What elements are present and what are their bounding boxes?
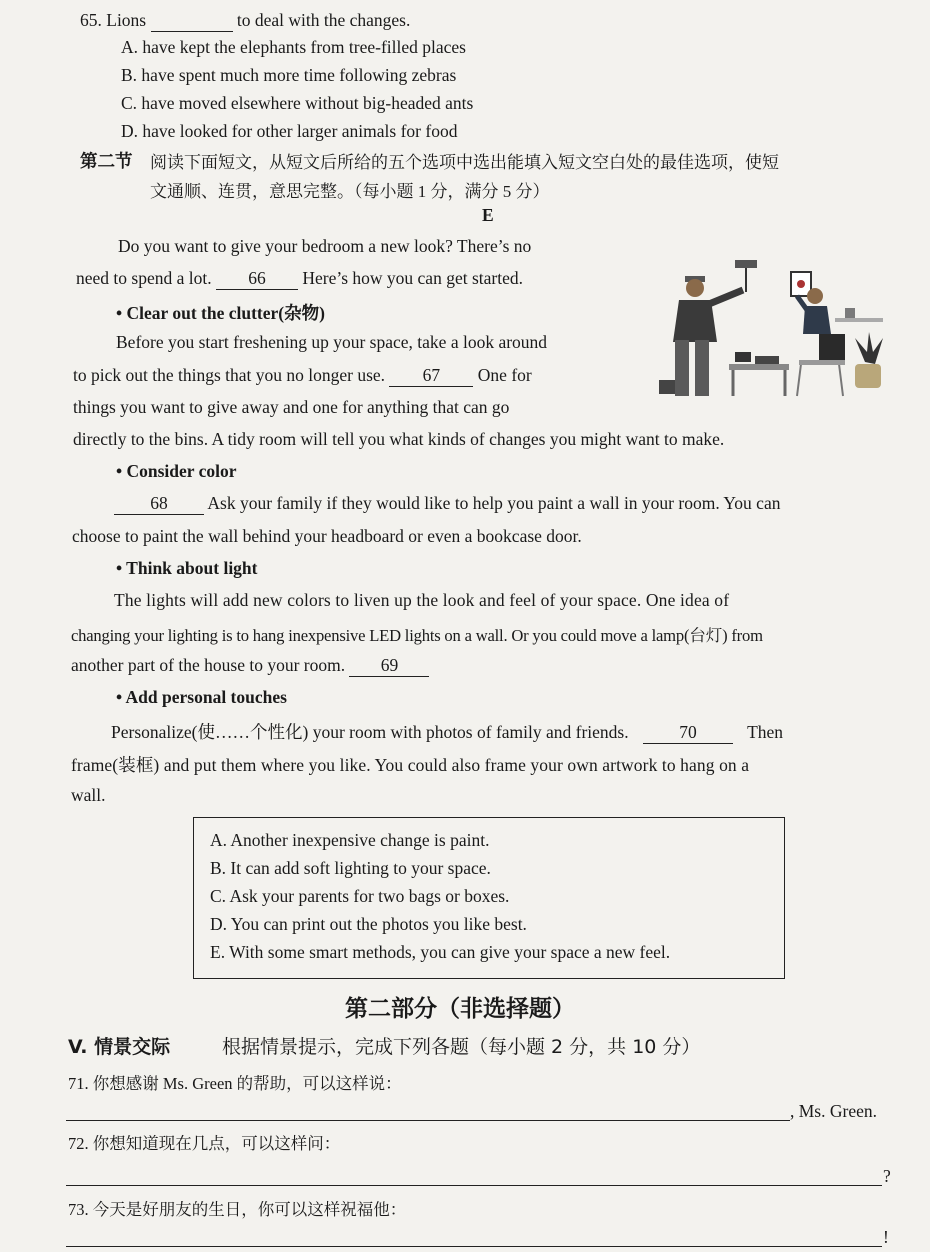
q65-blank[interactable] <box>151 10 233 32</box>
q65-option-d[interactable]: D. have looked for other larger animals for food <box>121 121 458 141</box>
q73-answer-line[interactable] <box>66 1246 882 1247</box>
p1-line4: directly to the bins. A tidy room will tell you what kinds of changes you might want to make. <box>73 429 725 449</box>
heading-think-light: • Think about light <box>116 558 258 578</box>
q72-prompt: 72. 你想知道现在几点，可以这样问： <box>68 1134 341 1153</box>
q71-answer-line[interactable] <box>66 1120 790 1121</box>
q65-option-b[interactable]: B. have spent much more time following zebras <box>121 65 457 85</box>
passage-intro-line1: Do you want to give your bedroom a new look? There’s no <box>118 236 532 256</box>
heading-clear-clutter: • Clear out the clutter(杂物) <box>116 303 325 323</box>
section-v-label: V. 情景交际 <box>68 1036 171 1058</box>
heading-personal-touches: • Add personal touches <box>116 687 287 707</box>
q65-stem: 65. Lions to deal with the changes. <box>80 10 411 30</box>
painting-illustration <box>655 252 895 402</box>
blank-67[interactable]: 67 <box>389 365 473 387</box>
option-d[interactable]: D. You can print out the photos you like best. <box>210 914 527 934</box>
q72-answer-line[interactable] <box>66 1185 882 1186</box>
q65-option-a[interactable]: A. have kept the elephants from tree-filled places <box>121 37 466 57</box>
q71-prompt: 71. 你想感谢 Ms. Green 的帮助，可以这样说： <box>68 1074 402 1093</box>
option-a[interactable]: A. Another inexpensive change is paint. <box>210 830 490 850</box>
p4-line3: wall. <box>71 785 106 805</box>
option-c[interactable]: C. Ask your parents for two bags or boxes. <box>210 886 510 906</box>
heading-consider-color: • Consider color <box>116 461 237 481</box>
q71-ending: , Ms. Green. <box>790 1101 877 1121</box>
section-v-instruction: 根据情景提示，完成下列各题（每小题 2 分，共 10 分） <box>222 1036 701 1058</box>
option-b[interactable]: B. It can add soft lighting to your space. <box>210 858 491 878</box>
q73-prompt: 73. 今天是好朋友的生日，你可以这样祝福他： <box>68 1200 407 1219</box>
p3-line2: changing your lighting is to hang inexpensive LED lights on a wall. Or you could move a lamp(台灯) from <box>71 626 763 645</box>
part2-title: 第二部分（非选择题） <box>345 996 575 1022</box>
q72-ending: ? <box>883 1166 891 1186</box>
p4-line2: frame(装框) and put them where you like. You could also frame your own artwork to hang on a <box>71 755 750 775</box>
q73-ending: ! <box>883 1227 889 1247</box>
passage-letter: E <box>482 205 494 225</box>
option-e[interactable]: E. With some smart methods, you can give your space a new feel. <box>210 942 671 962</box>
p1-line3: things you want to give away and one for anything that can go <box>73 397 510 417</box>
p3-line3: another part of the house to your room. 69 <box>71 655 429 677</box>
p4-line1: Personalize(使……个性化) your room with photos of family and friends. 70 Then <box>111 722 784 742</box>
p2-line1: 68 Ask your family if they would like to help you paint a wall in your room. You can <box>114 493 780 515</box>
blank-66[interactable]: 66 <box>216 268 298 290</box>
blank-68[interactable]: 68 <box>114 493 204 515</box>
passage-intro-line2: need to spend a lot. 66 Here’s how you can get started. <box>76 268 523 288</box>
p1-line2: to pick out the things that you no longer use. 67 One for <box>73 365 532 385</box>
options-box <box>193 817 785 979</box>
section2-label: 第二节 <box>80 151 133 171</box>
section2-instruction-line2: 文通顺、连贯，意思完整。（每小题 1 分，满分 5 分） <box>150 182 550 201</box>
p3-line1: The lights will add new colors to liven up the look and feel of your space. One idea of <box>114 590 730 610</box>
blank-70[interactable]: 70 <box>643 722 733 744</box>
blank-69[interactable]: 69 <box>349 655 429 677</box>
p1-line1: Before you start freshening up your space, take a look around <box>116 332 548 352</box>
section2-instruction-line1: 阅读下面短文，从短文后所给的五个选项中选出能填入短文空白处的最佳选项，使短 <box>150 153 779 172</box>
p2-line2: choose to paint the wall behind your headboard or even a bookcase door. <box>72 526 582 546</box>
q65-option-c[interactable]: C. have moved elsewhere without big-headed ants <box>121 93 474 113</box>
